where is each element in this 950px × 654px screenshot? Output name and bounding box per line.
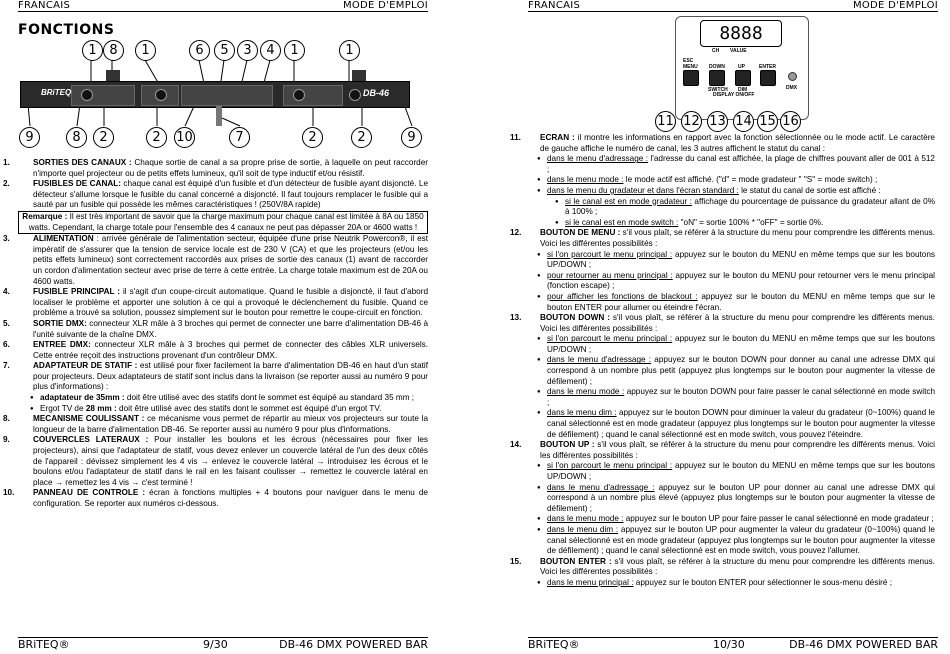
page-footer (18, 638, 428, 652)
callout-badge: 2 (302, 127, 323, 148)
bullet-item (525, 483, 935, 515)
item-heading: ECRAN : (540, 133, 575, 142)
item-text: connecteur XLR mâle à 3 broches qui permet de connecter une barre d'alimentation DB-46 à l'unité suivante de la chaîne DMX. (33, 318, 428, 339)
fuse-knob-icon (155, 89, 167, 101)
item-number: 10. (3, 488, 15, 498)
bullet-item (525, 461, 935, 482)
item-text: est utilisé pour fixer facilement la barre d'alimentation DB-46 en haut d'un statif pour projecteurs. Deux adaptateurs de statif sont inclus dans la livraison (se reporter aussi au numéro 9 pour plus d'informations) : (33, 361, 428, 392)
item-number: 5. (3, 318, 10, 328)
list-item (3, 158, 428, 179)
item-heading: FUSIBLE PRINCIPAL : (33, 287, 121, 297)
item-text: il s'agit d'un coupe-circuit automatique. Quand le fusible a disjoncté, il faut d'abord localiser le problème et apporter une solution à ce qui a provoqué le déclenchement du fusible. Quand ce problème a trouvé sa solution, poussez simplement sur le bouton pour remettre le coupe-circuit en fonction. (33, 287, 428, 318)
list-item (3, 361, 428, 393)
sub-bullet-item (525, 197, 935, 218)
bullet-item (525, 578, 935, 589)
down-label: DOWN (709, 64, 725, 70)
callout-badge: 4 (260, 40, 281, 61)
item-number: 6. (3, 340, 10, 350)
bullet-text: appuyez sur le bouton du MENU en même temps que sur le bouton ENTER pour allumer ou éteindre l'écran. (547, 291, 936, 312)
callout-badge: 12 (681, 111, 702, 132)
list-item (3, 435, 428, 488)
item-number: 9. (3, 435, 10, 445)
list-item (510, 556, 935, 578)
bullet-heading: si l'on parcourt le menu principal : (547, 249, 673, 259)
menu-label: MENU (683, 64, 698, 70)
item-heading: ADAPTATEUR DE STATIF : (33, 361, 138, 371)
item-number: 14. (510, 440, 522, 450)
callout-badge: 11 (655, 111, 676, 132)
callout-badge: 10 (174, 127, 195, 148)
callout-badge: 9 (401, 127, 422, 148)
display-onoff-label: DISPLAY ON/OFF (713, 92, 755, 98)
bullet-text: appuyez sur le bouton du MENU en même temps que sur les boutons UP/DOWN ; (547, 461, 935, 481)
fuse-knob-icon (81, 89, 93, 101)
bullet-heading: dans le menu dim : (547, 524, 619, 534)
channel-output-3 (283, 85, 343, 106)
item-text: ce mécanisme vous permet de répartir au mieux vos projecteurs sur toute la longueur de la barre d'alimentation DB-46. Se reporter aussi au numéro 9 pour plus d'informations. (33, 414, 428, 434)
bullet-text: appuyez sur le bouton du MENU pour retourner vers le menu principal (fonction escape) ; (547, 270, 935, 291)
item-number: 13. (510, 313, 522, 323)
callout-badge: 16 (780, 111, 801, 132)
bullet-text: le statut du canal de sortie est affiché : (738, 185, 881, 195)
bullet-heading: dans le menu d'adressage : (547, 154, 649, 164)
header-language: FRANCAIS (528, 0, 581, 11)
section-title: FONCTIONS (18, 22, 115, 38)
note-heading: Remarque : (22, 211, 68, 221)
dim-label: DIM (738, 87, 748, 93)
page-number: 10/30 (713, 638, 745, 651)
bullet-heading: dans le menu d'adressage : (547, 355, 652, 365)
bullet-item (525, 355, 935, 387)
bullet-heading: si l'on parcourt le menu principal : (547, 334, 673, 344)
item-heading: ALIMENTATION (33, 234, 94, 244)
power-bar (20, 81, 410, 108)
item-number: 2. (3, 179, 10, 189)
bullet-item (18, 404, 428, 415)
bullet-heading: si le canal est en mode gradateur : (565, 196, 692, 206)
note-box (18, 211, 428, 234)
bullet-text: "oN" = sortie 100% * "oFF" = sortie 0%. (678, 217, 824, 227)
item-number: 1. (3, 158, 10, 167)
bullet-text: le mode actif est affiché. ("d" = mode gradateur " "S" = mode switch) ; (623, 175, 878, 185)
list-item (3, 488, 428, 509)
callout-badge: 2 (93, 127, 114, 148)
list-item (510, 313, 935, 334)
bullet-heading: dans le menu du gradateur et dans l'écran standard : (547, 185, 739, 195)
bullet-item (525, 292, 935, 313)
list-item (3, 179, 428, 211)
callout-badge: 1 (135, 40, 156, 61)
bullet-text: appuyez sur le bouton UP pour donner au canal une adresse DMX qui correspond à un nombre plus élevé (appuyez plus longtemps sur le bouton pour augmenter la vitesse de défilement) ; (547, 482, 935, 513)
fuse-knob-icon (293, 89, 305, 101)
stand-adapter (216, 106, 222, 126)
bullet-item (525, 334, 935, 355)
bullet-heading: dans le menu mode : (547, 175, 624, 185)
callout-badge: 2 (146, 127, 167, 148)
bullet-text: appuyez sur le bouton UP pour augmenter la valeur du gradateur (0~100%) quand le canal sélectionné est en mode gradateur (appuyez plus longtemps sur le bouton pour augmenter la vitesse de défilement) ; quand le canal sélectionné est en mode switch, vous pouvez l'allumer. (547, 524, 935, 556)
sliding-clamp (352, 70, 366, 81)
list-item (3, 340, 429, 361)
header-rule (528, 11, 938, 12)
item-text: écran à fonctions multiples + 4 boutons pour naviguer dans le menu de configuration. Se reporter aux numéros ci-dessous. (33, 488, 428, 508)
bullet-text: doit être utilisé avec des statifs dont le sommet est équipé au standard 35 mm ; (124, 393, 415, 403)
item-heading: FUSIBLES DE CANAL: (33, 179, 122, 189)
callout-badge: 8 (103, 40, 124, 61)
item-heading: BOUTON DOWN : (540, 313, 610, 323)
up-button (735, 70, 751, 86)
device-brand: BRiTEQ (41, 88, 72, 97)
sub-bullet-item (525, 218, 935, 229)
bullet-heading: si le canal est en mode switch : (565, 217, 679, 227)
callout-badge: 6 (189, 40, 210, 61)
fuse-knob-icon (349, 89, 361, 101)
callout-badge: 1 (284, 40, 305, 61)
display-value-label: VALUE (730, 48, 747, 54)
controls-list (510, 133, 936, 589)
list-item (510, 440, 935, 461)
callout-badge: 8 (66, 127, 87, 148)
bullet-text: appuyez sur le bouton ENTER pour sélectionner le sous-menu désiré ; (633, 577, 892, 587)
item-heading: PANNEAU DE CONTROLE : (33, 488, 146, 498)
enter-button (760, 70, 776, 86)
bullet-item (525, 525, 935, 557)
item-heading: BOUTON UP : (540, 440, 595, 450)
item-text: connecteur XLR mâle à 3 broches qui permet de connecter des câbles XLR universels. Cette entrée reçoit des instructions provenant d'un contrôleur DMX. (33, 340, 429, 360)
bullet-item (525, 175, 935, 186)
bullet-text: appuyez sur le bouton du MENU en même temps que sur les boutons UP/DOWN ; (547, 334, 935, 354)
bullet-heading: adaptateur de 35mm : (40, 393, 125, 403)
callout-badge: 13 (707, 111, 728, 132)
item-text: il montre les informations en rapport avec la fonction sélectionnée ou le mode actif. Le caractère de gauche affiche le numéro de canal, les 3 autres affichent le statut du canal : (540, 133, 935, 153)
bullet-heading: dans le menu mode : (547, 514, 624, 524)
bullet-heading: dans le menu dim : (547, 408, 617, 418)
functions-list (3, 158, 429, 510)
callout-badge: 9 (19, 127, 40, 148)
esc-label: ESC (683, 58, 694, 64)
item-text: s'il vous plaît, se référer à la structure du menu pour comprendre les différents menus. Voici les différentes possibilités : (540, 440, 935, 460)
bullet-text: doit être utilisé avec des statifs dont le sommet est équipé d'un ergot TV. (116, 403, 382, 413)
item-text: s'il vous plaît, se référer à la structure du menu pour comprendre les différents menus. Voici les différentes possibilités : (540, 228, 935, 248)
callout-badge: 14 (733, 111, 754, 132)
item-heading: SORTIES DES CANAUX : (33, 158, 132, 167)
header-mode: MODE D'EMPLOI (852, 0, 938, 11)
item-heading: SORTIE DMX: (33, 318, 87, 328)
bullet-item (525, 186, 935, 197)
dmx-led-icon (788, 72, 797, 81)
item-text: s'il vous plaît, se référer à la structure du menu pour comprendre les différents menus. Voici les différentes possibilités : (540, 556, 935, 577)
footer-title: DB-46 DMX POWERED BAR (789, 638, 938, 651)
footer-title: DB-46 DMX POWERED BAR (279, 638, 428, 651)
down-button (709, 70, 725, 86)
header-mode: MODE D'EMPLOI (342, 0, 428, 11)
item-text: chaque canal est équipé d'un fusible et d'un détecteur de fusible ayant disjoncté. Le détecteur s'allume lorsque le fusible du canal concerné a disjoncté. Il faut toujours remplacer le fusible qui a sauté par un fusible qui possède les mêmes caractéristiques ! (250V/8A rapide) (33, 179, 428, 210)
bullet-heading: dans le menu mode : (547, 387, 625, 397)
page-number: 9/30 (203, 638, 228, 651)
callout-badge: 7 (229, 127, 250, 148)
item-number: 11. (510, 133, 521, 142)
item-heading: ENTREE DMX: (33, 340, 91, 350)
bullet-item (525, 250, 935, 271)
bullet-item (525, 408, 935, 440)
control-panel (181, 85, 273, 106)
item-number: 8. (3, 414, 10, 424)
bullet-text: appuyez sur le bouton DOWN pour faire passer le canal sélectionné en mode switch ; (547, 387, 935, 407)
up-label: UP (738, 64, 745, 70)
bullet-item (525, 271, 935, 292)
bullet-text: appuyez sur le bouton DOWN pour donner au canal une adresse DMX qui correspond à un nombre plus petit (appuyez plus longtemps sur le bouton pour augmenter la vitesse de défilement) ; (547, 355, 935, 386)
bullet-heading: dans le menu principal : (547, 577, 634, 587)
led-display: 8888 (700, 20, 782, 47)
bullet-text: appuyez sur le bouton UP pour faire passer le canal sélectionné en mode gradateur ; (623, 514, 934, 524)
bullet-item (18, 393, 428, 404)
item-heading: BOUTON ENTER : (540, 556, 612, 566)
bullet-text: l'adresse du canal est affichée, la plage de chiffres pouvant aller de 001 à 512 ; (547, 154, 935, 174)
bullet-heading: pour afficher les fonctions de blackout : (547, 291, 698, 301)
list-item (3, 318, 428, 340)
item-number: 15. (510, 556, 522, 566)
callout-badge: 1 (339, 40, 360, 61)
list-item (3, 234, 428, 287)
bullet-text: Ergot TV de (40, 403, 86, 413)
sliding-clamp (106, 70, 120, 81)
list-item (510, 228, 935, 249)
item-text: : arrivée générale de l'alimentation secteur, équipée d'une prise Neutrik Powercon®, il est impératif de s'assurer que la tension de service locale est de 230 V (CA) et que les projecteurs (et/ou les petits effets lumineux) sont correctement raccordés aux prises de sortie des canaux (1) avant de raccorder un cordon d'alimentation secteur avec prise de terre à cette entrée. La charge totale maximum est de 20A ou 4600 watts. (33, 234, 428, 286)
bullet-text: affichage du pourcentage de puissance du gradateur allant de 0% à 100% ; (565, 196, 935, 217)
item-text: s'il vous plaît, se référer à la structure du menu pour comprendre les différents menus. Voici les différentes possibilités : (540, 313, 935, 333)
item-number: 12. (510, 228, 522, 238)
menu-button (683, 70, 699, 86)
callout-badge: 1 (82, 40, 103, 61)
callout-badge: 3 (237, 40, 258, 61)
item-number: 3. (3, 234, 10, 244)
item-number: 4. (3, 287, 10, 297)
bullet-heading: dans le menu d'adressage : (547, 482, 655, 492)
left-page (0, 0, 440, 654)
bullet-item (525, 154, 935, 175)
callout-badge: 5 (214, 40, 235, 61)
footer-brand: BRiTEQ® (528, 638, 580, 651)
item-number: 7. (3, 361, 10, 371)
item-text: Chaque sortie de canal a sa propre prise de sortie, à laquelle on peut raccorder n'importe quel projecteur ou de petits effets lumineux, qu'il soit de type inductif et/ou résistif. (33, 158, 428, 178)
bullet-heading: 28 mm : (85, 403, 117, 413)
dmx-label: DMX (786, 85, 798, 91)
bullet-item (525, 387, 935, 408)
list-item (3, 414, 428, 435)
bullet-text: appuyez sur le bouton du MENU en même temps que sur les boutons UP/DOWN ; (547, 249, 935, 270)
callout-badge: 15 (757, 111, 778, 132)
list-item (510, 133, 935, 154)
list-item (3, 287, 428, 319)
footer-brand: BRiTEQ® (18, 638, 70, 651)
note-text: Il est très important de savoir que la charge maximum pour chaque canal est limitée à 8A ou 1850 watts. Cependant, la charge totale pour l'ensemble des 4 canaux ne peut pas dépasser 20A or 4600 watts ! (28, 211, 424, 232)
bullet-text: appuyez sur le bouton DOWN pour diminuer la valeur du gradateur (0~100%) quand le canal sélectionné est en mode gradateur (appuyez plus longtemps sur le bouton pour augmenter la vitesse de défilement) ; quand le canal sélectionné est en mode switch, vous pouvez l'éteindre. (547, 408, 935, 439)
page-footer (528, 638, 938, 652)
item-heading: COUVERCLES LATERAUX : (33, 435, 149, 445)
bullet-heading: si l'on parcourt le menu principal : (547, 461, 673, 471)
callout-badge: 2 (351, 127, 372, 148)
device-model: DB-46 (363, 88, 390, 98)
header-language: FRANCAIS (18, 0, 71, 11)
item-heading: BOUTON DE MENU : (540, 228, 621, 238)
bullet-heading: pour retourner au menu principal : (547, 270, 673, 280)
item-heading: MECANISME COULISSANT : (33, 414, 145, 424)
display-ch-label: CH (712, 48, 720, 54)
bullet-item (525, 514, 935, 525)
enter-label: ENTER (759, 64, 776, 70)
switch-label: SWITCH (708, 87, 728, 93)
item-text: Pour installer les boulons et les écrous (nécessaires pour fixer les projecteurs), ainsi que l'adaptateur de statif, vous devez enlever un couvercle latéral de l'un des deux côtés de l'appareil : dévissez simplement les 4 vis → enlevez le couvercle latéral → introduisez les écrous et le boulons et/ou l'adaptateur de statif dans le rail en les faisant coulisser → remettez le couvercle latéral en place → remettez les 4 vis → c'est terminé ! (33, 435, 428, 487)
